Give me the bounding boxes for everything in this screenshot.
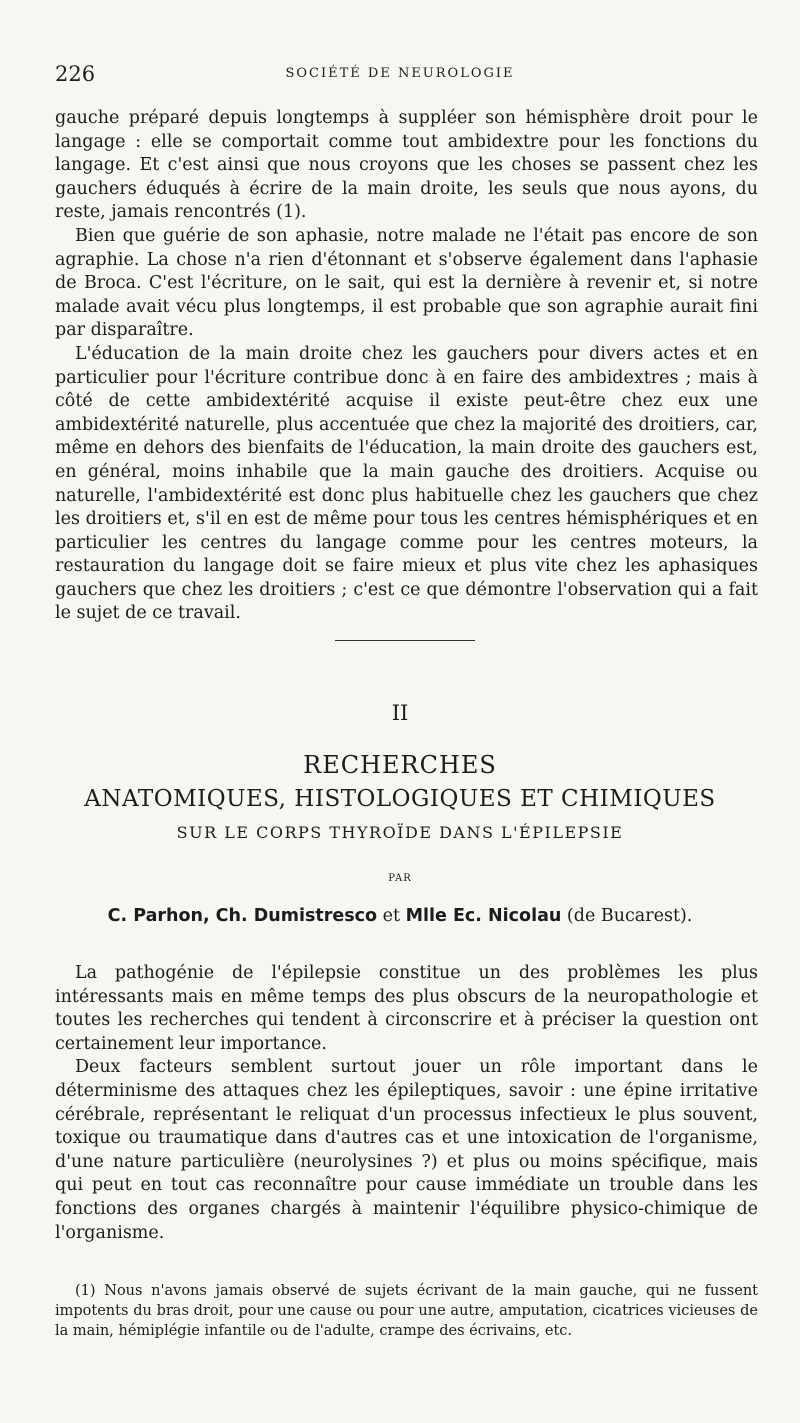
section-title-line2: ANATOMIQUES, HISTOLOGIQUES ET CHIMIQUES — [84, 786, 716, 812]
running-head: SOCIÉTÉ DE NEUROLOGIE — [285, 66, 515, 81]
paragraph: L'éducation de la main droite chez les gauchers pour divers actes et en particulier pour l'écriture contribue donc à en faire des ambidextres ; mais à côté de cette ambidextérité acquise il existe peut-être chez eux une ambidextérité naturelle, plus accentuée que chez la majorité des droitiers, car, même en dehors des bienfaits de l'éducation, la main droite des gauchers est, en général, moins inhabile que la main gauche des droitiers. Acquise ou naturelle, l'ambidextérité est donc plus habituelle chez les gauchers que chez les droitiers et, s'il en est de même pour tous les centres hémisphériques et en particulier les centres du langage comme pour les centres moteurs, la restauration du langage doit se faire mieux et plus vite chez les aphasiques gauchers que chez les droitiers ; c'est ce que démontre l'observation qui a fait le sujet de ce travail. — [55, 343, 758, 624]
paragraph: La pathogénie de l'épilepsie constitue un des problèmes les plus intéressants mais en même temps des plus obscurs de la neuropathologie et toutes les recherches qui tendent à circonscrire et à préciser la question ont certainement leur importance. — [55, 963, 758, 1054]
intro-text — [55, 107, 758, 626]
authors-conjunction: et — [382, 906, 401, 926]
section-number: II — [391, 701, 409, 725]
author-name: Mlle Ec. Nicolau — [405, 906, 562, 926]
page-header — [55, 62, 745, 90]
paragraph: Bien que guérie de son aphasie, notre malade ne l'était pas encore de son agraphie. La chose n'a rien d'étonnant et s'observe également dans l'aphasie de Broca. C'est l'écriture, on le sait, qui est la dernière à revenir et, si notre malade avait vécu plus longtemps, il est probable que son agraphie aurait fini par disparaître. — [55, 225, 758, 341]
by-label: PAR — [388, 873, 412, 884]
footnote-text: (1) Nous n'avons jamais observé de sujets écrivant de la main gauche, qui ne fussent impotents du bras droit, pour une cause ou pour une autre, amputation, cicatrices vicieuses de la main, hémiplégie infantile ou de l'adulte, crampe des écrivains, etc. — [55, 1283, 758, 1339]
paragraph: Deux facteurs semblent surtout jouer un rôle important dans le déterminisme des attaques chez les épileptiques, savoir : une épine irritative cérébrale, représentant le reliquat d'un processus infectieux le plus souvent, toxique ou traumatique dans d'autres cas et une intoxication de l'organisme, d'une nature particulière (neurolysines ?) et plus ou moins spécifique, mais qui peut en tout cas reconnaître pour cause immédiate un trouble dans les fonctions des organes chargés à maintenir l'équilibre physico-chimique de l'organisme. — [55, 1057, 758, 1243]
footnote — [55, 1281, 758, 1341]
article-text — [55, 962, 758, 1245]
page-number: 226 — [55, 62, 96, 86]
authors — [0, 906, 800, 926]
author-names: C. Parhon, Ch. Dumistresco — [107, 906, 378, 926]
authors-place: (de Bucarest). — [566, 906, 693, 926]
section-divider — [335, 640, 475, 641]
section-title-line1: RECHERCHES — [303, 751, 497, 779]
section-title-line3: SUR LE CORPS THYROÏDE DANS L'ÉPILEPSIE — [176, 823, 624, 842]
paragraph: gauche préparé depuis longtemps à suppléer son hémisphère droit pour le langage : elle se comportait comme tout ambidextre pour les fonctions du langage. Et c'est ainsi que nous croyons que les choses se passent chez les gauchers éduqués à écrire de la main droite, les seuls que nous ayons, du reste, jamais rencontrés (1). — [55, 108, 758, 223]
